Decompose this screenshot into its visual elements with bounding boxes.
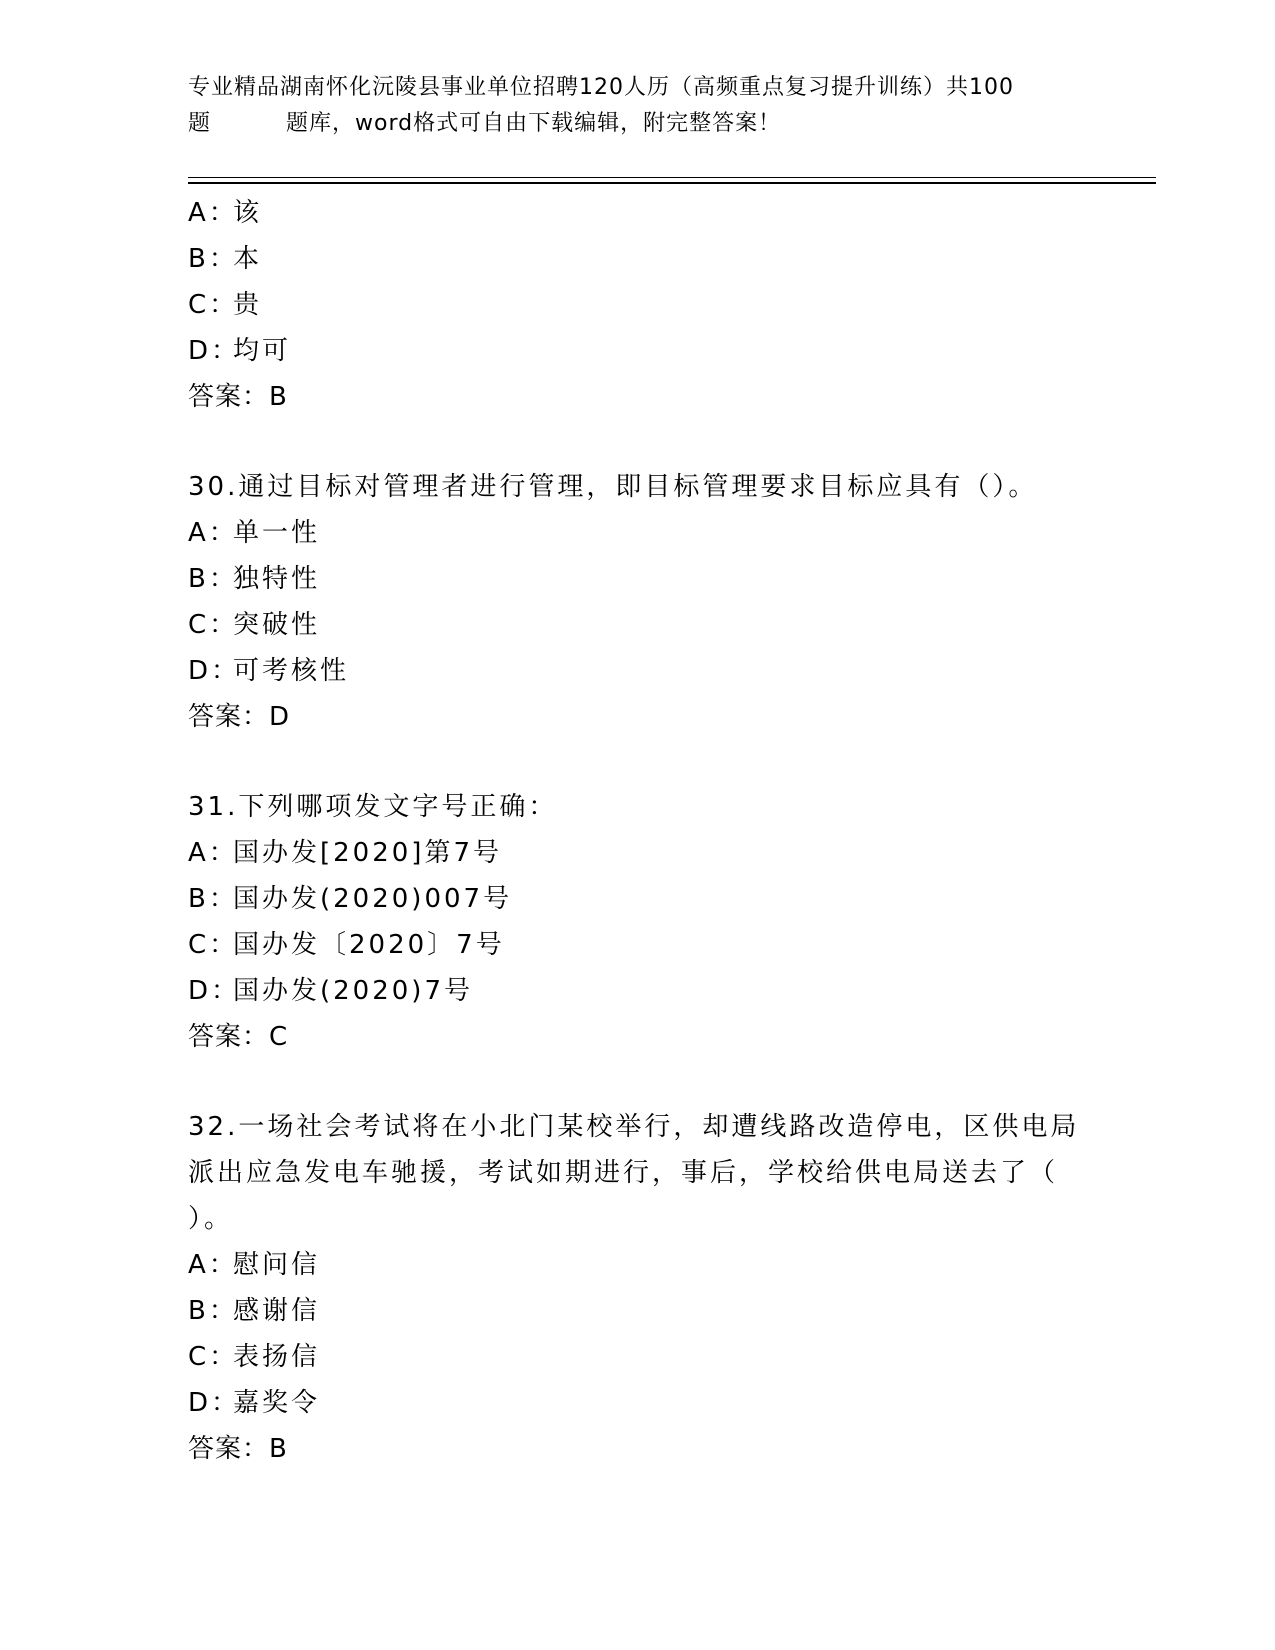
option-a: A：慰问信 [188, 1250, 321, 1280]
header-line-2 [188, 106, 1088, 142]
option-c: C：贵 [188, 290, 263, 320]
option-c: C：表扬信 [188, 1342, 321, 1372]
option-d: D：国办发(2020)7号 [188, 976, 473, 1006]
question-stem: 31.下列哪项发文字号正确： [188, 792, 558, 822]
option-a: A：国办发[2020]第7号 [188, 838, 502, 868]
question-31 [188, 784, 1088, 1060]
answer: 答案：B [188, 382, 288, 412]
option-a: A：该 [188, 198, 263, 228]
question-32 [188, 1104, 1088, 1472]
option-c: C：突破性 [188, 610, 321, 640]
header-divider-thick [188, 182, 1156, 184]
question-list [188, 190, 1088, 1472]
prev-question [188, 190, 1088, 420]
option-d: D：均可 [188, 336, 292, 366]
document-header [188, 70, 1088, 142]
option-d: D：嘉奖令 [188, 1388, 321, 1418]
answer: 答案：D [188, 702, 291, 732]
option-b: B：本 [188, 244, 263, 274]
option-b: B：感谢信 [188, 1296, 321, 1326]
option-d: D：可考核性 [188, 656, 350, 686]
answer: 答案：C [188, 1022, 289, 1052]
option-b: B：独特性 [188, 564, 321, 594]
answer: 答案：B [188, 1434, 288, 1464]
question-30 [188, 464, 1088, 740]
header-divider-thin [188, 177, 1156, 178]
question-stem-line-2: 派出应急发电车驰援，考试如期进行，事后，学校给供电局送去了（ [188, 1158, 1059, 1188]
question-stem-line-3: ）。 [188, 1204, 234, 1234]
option-b: B：国办发(2020)007号 [188, 884, 513, 914]
header-line-2-text: 题库，word格式可自由下载编辑，附完整答案！ [286, 111, 782, 136]
question-stem: 30.通过目标对管理者进行管理，即目标管理要求目标应具有（）。 [188, 472, 1038, 502]
question-stem-line-1: 32.一场社会考试将在小北门某校举行，却遭线路改造停电，区供电局 [188, 1112, 1080, 1142]
option-a: A：单一性 [188, 518, 321, 548]
header-line-2-prefix: 题 [188, 111, 212, 136]
header-line-1: 专业精品湖南怀化沅陵县事业单位招聘120人历（高频重点复习提升训练）共100 [188, 75, 1014, 100]
option-c: C：国办发〔2020〕7号 [188, 930, 505, 960]
